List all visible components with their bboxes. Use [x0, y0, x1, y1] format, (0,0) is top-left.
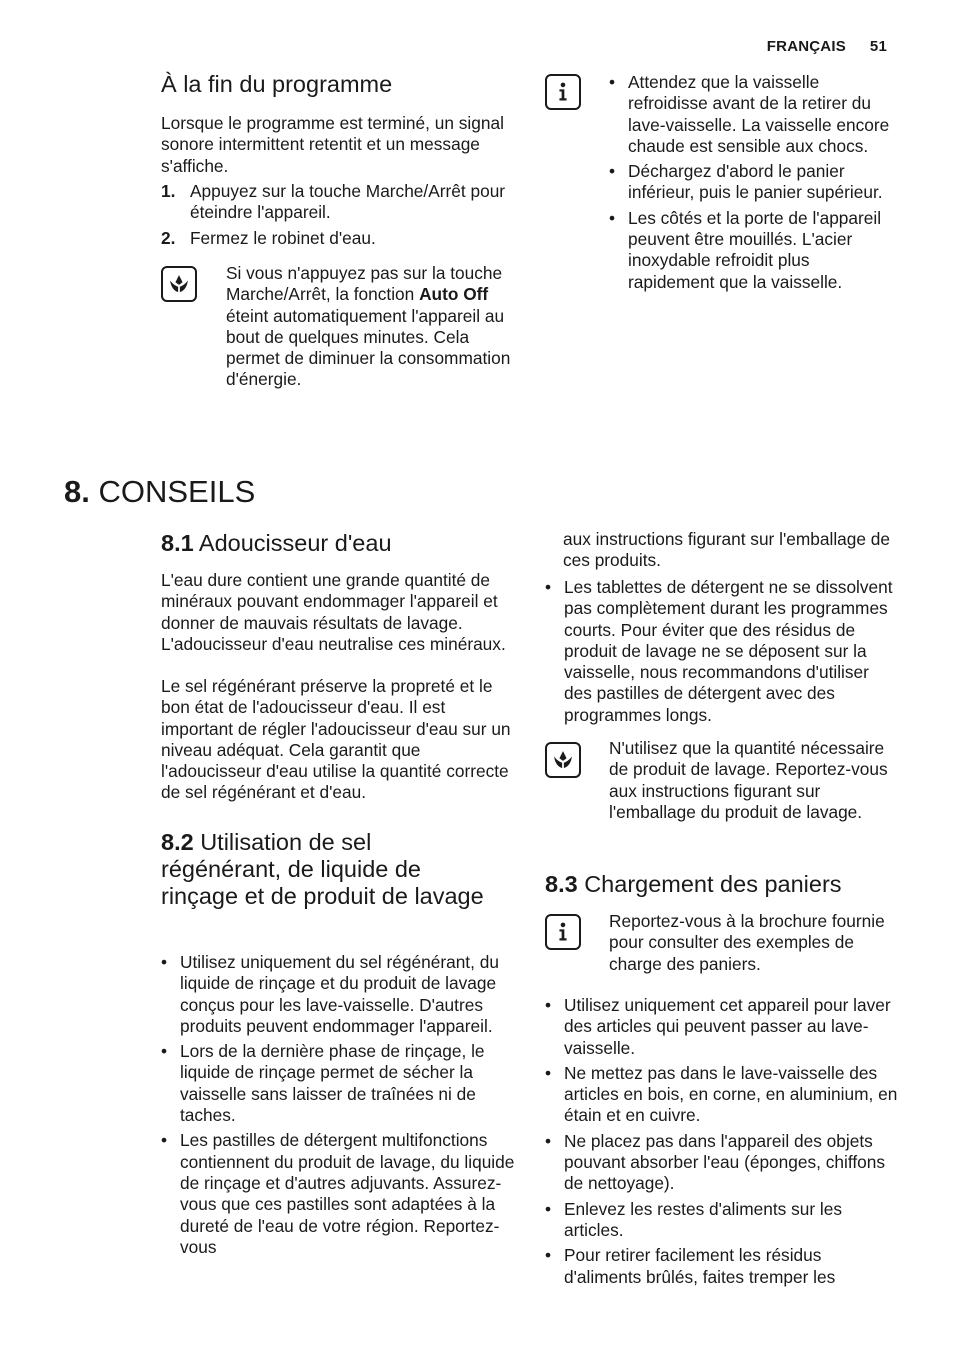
- softener-paragraph-2: Le sel régénérant préserve la propreté et le bon état de l'adoucisseur d'eau. Il est important de régler l'adoucisseur d'eau sur un niveau adéquat. Cela garantit que l'adoucisseur d'eau utilise la quantité correcte de sel régénérant et d'eau.: [161, 676, 511, 803]
- step-item: [161, 181, 513, 224]
- brochure-info-note: Reportez-vous à la brochure fournie pour consulter des exemples de charge des paniers.: [609, 911, 885, 974]
- info-icon: [545, 914, 581, 950]
- section-title: Chargement des paniers: [584, 871, 842, 897]
- list-item: • Ne placez pas dans l'appareil des objets pouvant absorber l'eau (éponges, chiffons de nettoyage).: [545, 1131, 900, 1195]
- section-heading-8-3: [545, 871, 905, 898]
- chapter-heading: [64, 475, 255, 509]
- step-number: 1.: [161, 181, 176, 201]
- section-number: 8.2: [161, 829, 194, 855]
- unloading-tips-list: [609, 72, 899, 297]
- auto-off-label: Auto Off: [419, 284, 489, 305]
- products-list: [161, 952, 516, 1262]
- softener-paragraph-1: L'eau dure contient une grande quantité de minéraux pouvant endommager l'appareil et donner de mauvais résultats de lavage. L'adoucisseur d'eau neutralise ces minéraux.: [161, 570, 506, 654]
- step-item: [161, 228, 513, 249]
- section-number: 8.3: [545, 871, 578, 897]
- step-number: 2.: [161, 227, 176, 248]
- list-item: • Utilisez uniquement du sel régénérant, du liquide de rinçage et du produit de lavage conçus pour les lave-vaisselle. D'autres produits peuvent endommager l'appareil.: [161, 952, 516, 1037]
- end-intro-paragraph: Lorsque le programme est terminé, un signal sonore intermittent retentit et un message s'affiche.: [161, 113, 504, 176]
- list-item: • Déchargez d'abord le panier inférieur, puis le panier supérieur.: [609, 161, 899, 204]
- running-header: [767, 38, 887, 55]
- list-item: • Enlevez les restes d'aliments sur les articles.: [545, 1199, 900, 1242]
- eco-leaf-icon: [161, 266, 197, 302]
- end-steps-list: [161, 181, 513, 253]
- products-list-cont: [545, 577, 900, 730]
- list-item: • Les côtés et la porte de l'appareil peuvent être mouillés. L'acier inoxydable refroidit plus rapidement que la vaisselle.: [609, 208, 899, 293]
- list-item: • Les pastilles de détergent multifonctions contiennent du produit de lavage, du liquide de rinçage et d'autres adjuvants. Assurez-vous que ces pastilles sont adaptées à la dureté de l'eau de votre région. Reportez-vous: [161, 1130, 516, 1258]
- section-title: Utilisation de sel régénérant, de liquide de rinçage et de produit de lavage: [161, 829, 484, 909]
- list-item: • Les tablettes de détergent ne se dissolvent pas complètement durant les programmes courts. Pour éviter que des résidus de produit de lavage ne se déposent sur la vaisselle, nous recommandons d'utiliser des pastilles de détergent avec des programmes longs.: [545, 577, 900, 726]
- chapter-number: 8.: [64, 474, 90, 509]
- auto-off-eco-note: [226, 263, 516, 391]
- eco-note-text-after: éteint automatiquement l'appareil au bout de quelques minutes. Cela permet de diminuer la consommation d'énergie.: [226, 305, 511, 390]
- section-number: 8.1: [161, 530, 194, 556]
- section-heading-end-of-program: À la fin du programme: [161, 71, 393, 97]
- list-item: • Attendez que la vaisselle refroidisse avant de la retirer du lave-vaisselle. La vaisselle encore chaude est sensible aux chocs.: [609, 72, 899, 157]
- products-list-continuation: aux instructions figurant sur l'emballage de ces produits.: [563, 529, 891, 571]
- page-number: 51: [869, 38, 887, 55]
- chapter-title: CONSEILS: [98, 474, 256, 509]
- step-text: Fermez le robinet d'eau.: [190, 227, 376, 248]
- eco-leaf-icon: [545, 742, 581, 778]
- info-icon: [545, 74, 581, 110]
- section-heading-8-1: [161, 530, 521, 557]
- list-item: • Ne mettez pas dans le lave-vaisselle des articles en bois, en corne, en aluminium, en étain et en cuivre.: [545, 1063, 900, 1127]
- list-item: • Lors de la dernière phase de rinçage, le liquide de rinçage permet de sécher la vaisselle sans laisser de traînées ni de taches.: [161, 1041, 516, 1126]
- list-item: • Utilisez uniquement cet appareil pour laver des articles qui peuvent passer au lave-vaisselle.: [545, 995, 900, 1059]
- header-language: FRANÇAIS: [766, 38, 846, 55]
- eco-note-text-before: Si vous n'appuyez pas sur la touche Marche/Arrêt, la fonction: [226, 263, 503, 305]
- section-title: Adoucisseur d'eau: [198, 530, 392, 556]
- step-text: Appuyez sur la touche Marche/Arrêt pour éteindre l'appareil.: [190, 181, 506, 223]
- detergent-eco-note: N'utilisez que la quantité nécessaire de produit de lavage. Reportez-vous aux instructions figurant sur l'emballage du produit de lavage.: [609, 738, 888, 822]
- section-heading-8-2: [161, 829, 491, 910]
- loading-list: [545, 995, 900, 1292]
- list-item: • Pour retirer facilement les résidus d'aliments brûlés, faites tremper les: [545, 1245, 900, 1288]
